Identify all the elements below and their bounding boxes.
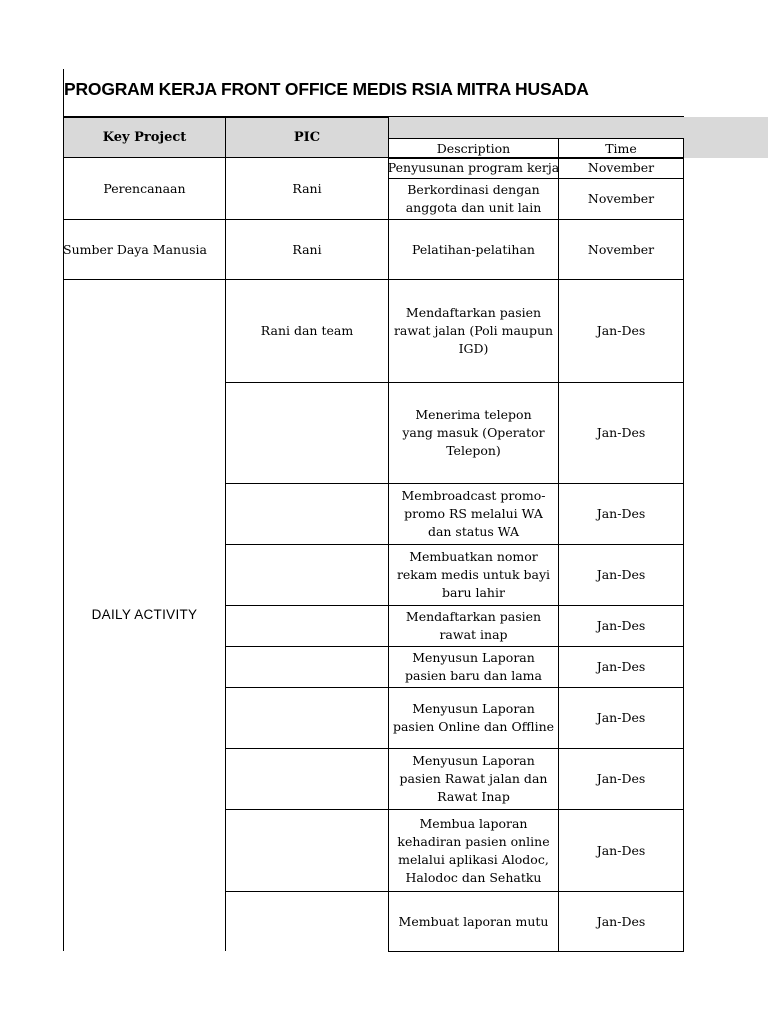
daily-pic-cell [225,809,389,892]
sdm-key-project: Sumber Daya Manusia [63,241,207,257]
table-row-description: Pelatihan-pelatihan [412,241,535,257]
daily-top-border [63,279,226,280]
table-row-time: Jan-Des [596,425,646,440]
perencanaan-key-project: Perencanaan [103,180,186,196]
header-pic: PIC [293,129,321,145]
header-time: Time [605,140,637,156]
table-row-time: Jan-Des [596,771,646,786]
daily-key-project: DAILY ACTIVITY [91,607,198,622]
daily-pic-cell [225,483,389,545]
table-row-time: Jan-Des [596,710,646,725]
table-row-description: Membroadcast promo-promo RS melalui WA dan status WA [401,488,546,539]
header-description: Description [436,140,511,156]
daily-pic-cell [225,646,389,688]
daily-pic-cell [225,544,389,606]
table-row-description: Menyusun Laporan pasien Rawat jalan dan Rawat Inap [399,753,548,804]
daily-pic-cell [225,382,389,484]
table-row-description: Mendaftarkan pasien rawat inap [405,609,542,642]
table-row-time: Jan-Des [596,567,646,582]
daily-pic-cell [225,605,389,647]
table-row-description: Mendaftarkan pasien rawat jalan (Poli maupun IGD) [393,305,554,356]
sdm-pic: Rani [292,241,322,257]
table-row-time: Jan-Des [596,323,646,338]
table-row-time: November [587,160,655,175]
daily-pic-cell [225,748,389,810]
table-row-description: Menyusun Laporan pasien Online dan Offline [392,701,555,734]
table-row-description: Membua laporan kehadiran pasien online melalui aplikasi Alodoc, Halodoc dan Sehatku [397,815,550,885]
table-row-time: November [587,241,655,257]
table-row-time: Jan-Des [596,506,646,521]
table-row-description: Membuatkan nomor rekam medis untuk bayi baru lahir [396,549,551,600]
table-row-time: Jan-Des [596,618,646,633]
table-row-description: Menerima telepon yang masuk (Operator Telepon) [402,407,545,458]
table-row-description: Penyusunan program kerja [387,160,560,175]
page-title: PROGRAM KERJA FRONT OFFICE MEDIS RSIA MITRA HUSADA [64,79,589,99]
table-row-time: Jan-Des [596,842,646,858]
daily-pic-cell [225,687,389,749]
table-row-description: Berkordinasi dengan anggota dan unit lain [405,182,542,215]
daily-pic-left-border [225,891,226,951]
table-row-time: Jan-Des [596,913,646,929]
table-row-time: November [587,191,655,206]
table-row-time: Jan-Des [596,659,646,674]
daily-pic: Rani dan team [260,323,354,338]
table-row-description: Membuat laporan mutu [398,913,549,929]
perencanaan-pic: Rani [292,180,322,196]
header-key-project: Key Project [102,129,187,145]
table-row-description: Menyusun Laporan pasien baru dan lama [405,650,542,683]
